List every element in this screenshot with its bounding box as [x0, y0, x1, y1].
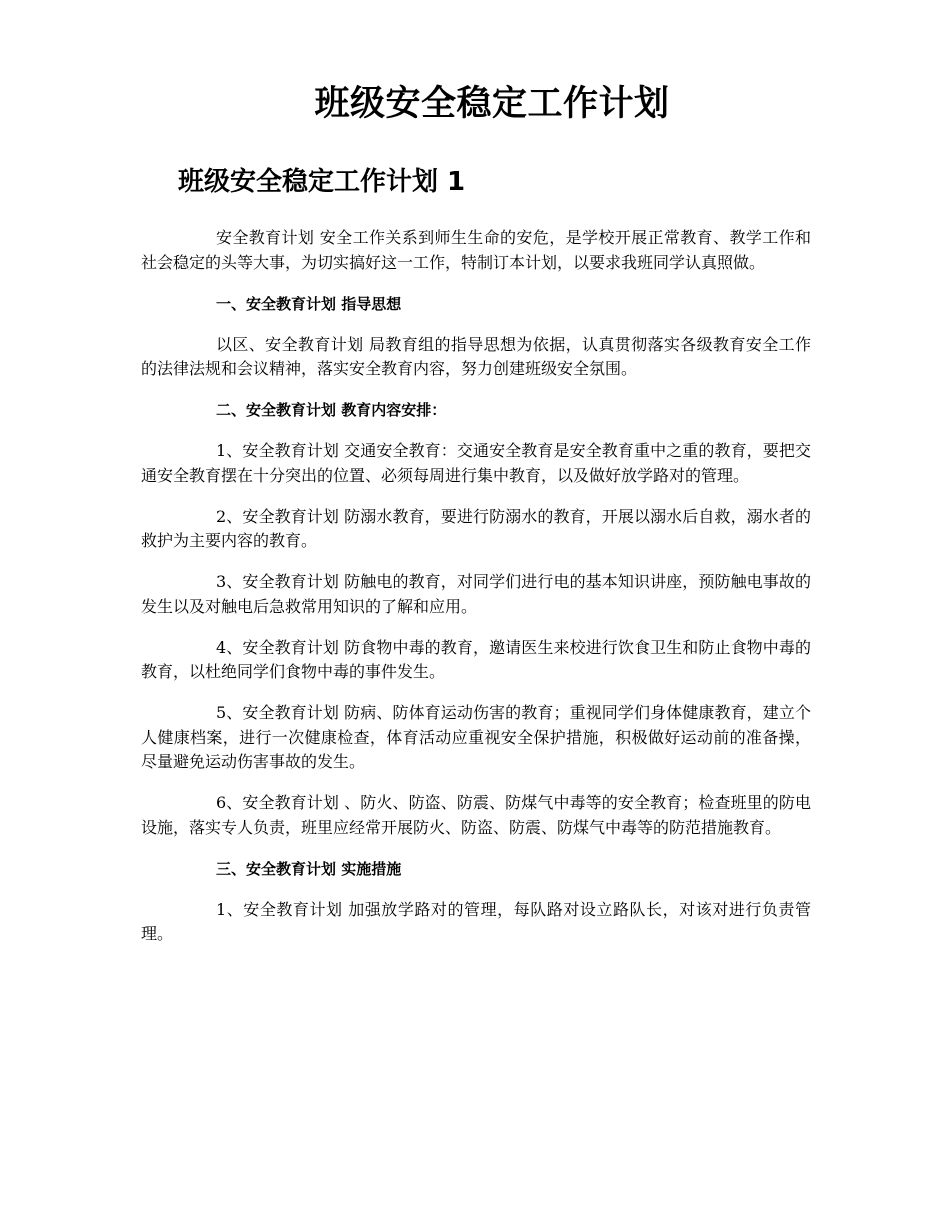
heading-implementation: 三、安全教育计划 实施措施 — [216, 859, 402, 878]
food-poisoning-paragraph: 4、安全教育计划 防食物中毒的教育，邀请医生来校进行饮食卫生和防止食物中毒的教育，以杜绝同学们食物中毒的事件发生。 — [141, 637, 811, 681]
intro-paragraph: 安全教育计划 安全工作关系到师生生命的安危，是学校开展正常教育、教学工作和社会稳定的头等大事，为切实搞好这一工作，特制订本计划，以要求我班同学认真照做。 — [141, 228, 811, 272]
document-body — [141, 226, 811, 963]
guiding-ideology-paragraph: 以区、安全教育计划 局教育组的指导思想为依据，认真贯彻落实各级教育安全工作的法律法规和会议精神，落实安全教育内容，努力创建班级安全氛围。 — [141, 334, 811, 378]
fire-theft-paragraph: 6、安全教育计划 、防火、防盗、防震、防煤气中毒等的安全教育；检查班里的防电设施，落实专人负责，班里应经常开展防火、防盗、防震、防煤气中毒等的防范措施教育。 — [141, 793, 811, 837]
traffic-safety-paragraph: 1、安全教育计划 交通安全教育：交通安全教育是安全教育重中之重的教育，要把交通安全教育摆在十分突出的位置、必须每周进行集中教育，以及做好放学路对的管理。 — [141, 441, 811, 485]
section-title: 班级安全稳定工作计划 1 — [178, 167, 466, 197]
document-title: 班级安全稳定工作计划 — [314, 84, 670, 124]
heading-education-content: 二、安全教育计划 教育内容安排： — [216, 401, 447, 419]
heading-guiding-ideology: 一、安全教育计划 指导思想 — [216, 294, 402, 313]
electric-shock-paragraph: 3、安全教育计划 防触电的教育，对同学们进行电的基本知识讲座，预防触电事故的发生以及对触电后急救常用知识的了解和应用。 — [141, 572, 811, 616]
route-management-paragraph: 1、安全教育计划 加强放学路对的管理，每队路对设立路队长，对该对进行负责管理。 — [141, 899, 811, 943]
sports-injury-paragraph: 5、安全教育计划 防病、防体育运动伤害的教育；重视同学们身体健康教育，建立个人健康档案，进行一次健康检查，体育活动应重视安全保护措施，积极做好运动前的准备操，尽量避免运动伤害事故的发生。 — [141, 703, 811, 771]
drowning-prevention-paragraph: 2、安全教育计划 防溺水教育，要进行防溺水的教育，开展以溺水后自救，溺水者的救护为主要内容的教育。 — [141, 506, 811, 550]
